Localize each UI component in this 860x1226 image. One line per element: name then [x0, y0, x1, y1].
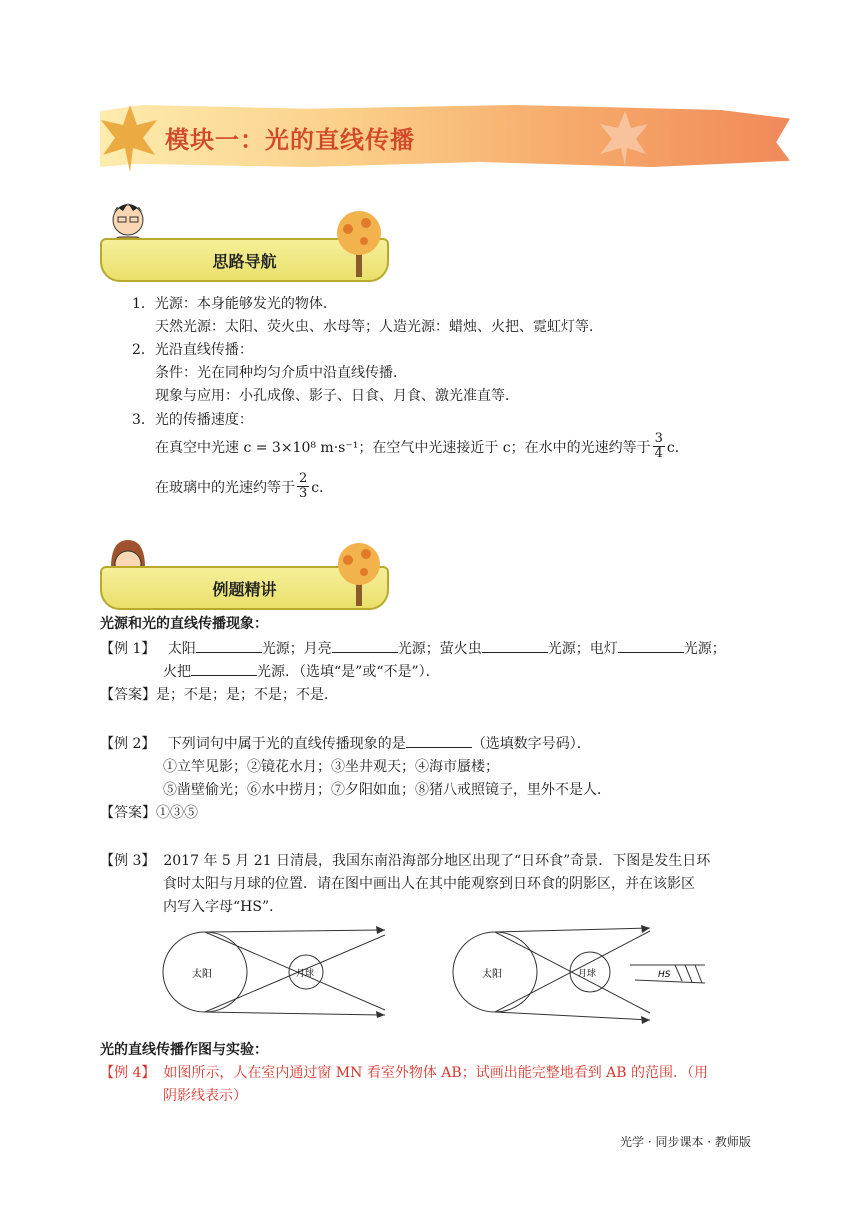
note-3b	[155, 472, 333, 501]
topic-heading: 光的直线传播作图与实验：	[100, 1042, 268, 1058]
example-2-question	[100, 733, 591, 753]
autumn-tree-icon	[330, 205, 390, 280]
text: （选填数字号码）．	[471, 736, 591, 752]
text: 光源．（选填“是”或“不是”）．	[257, 664, 440, 680]
example-2-answer	[100, 802, 198, 822]
answer-tag: 【答案】	[100, 687, 156, 703]
maple-leaf-icon	[95, 100, 165, 180]
fraction-three-quarters	[653, 432, 665, 461]
fraction-denominator: 3	[299, 486, 308, 501]
example-4-line1	[100, 1062, 708, 1082]
fraction-two-thirds	[297, 472, 309, 501]
example-tag: 【例 1】	[100, 641, 156, 657]
fraction-numerator: 2	[299, 471, 308, 486]
example-3-line1	[100, 850, 710, 870]
text: 光源；电灯	[547, 641, 618, 657]
answer-text: 是；不是；是；不是；不是．	[156, 687, 338, 703]
text: 光源；	[683, 641, 726, 657]
answer-blank	[482, 640, 548, 653]
answer-blank	[406, 735, 472, 748]
arrow-heads	[376, 925, 650, 1024]
topic-heading: 光源和光的直线传播现象：	[100, 616, 268, 632]
note-2: 2．光沿直线传播：	[132, 342, 253, 358]
answer-blank	[196, 640, 262, 653]
note-3b-end: c．	[311, 479, 334, 496]
answer-tag: 【答案】	[100, 805, 156, 821]
text: 光源；月亮	[261, 641, 332, 657]
moon-label: 月球	[578, 969, 597, 979]
section-tab-label: 例题精讲	[212, 579, 277, 599]
text: 光源；萤火虫	[397, 641, 482, 657]
section-tab-label: 思路导航	[212, 251, 277, 271]
example-2-options-1: ①立竿见影；②镜花水月；③坐井观天；④海市蜃楼；	[163, 759, 499, 775]
text: 火把	[163, 664, 191, 680]
note-1: 1．光源：本身能够发光的物体．	[132, 296, 337, 312]
moon-label: 月球	[296, 969, 315, 979]
note-1a: 天然光源：太阳、荧火虫、水母等；人造光源：蜡烛、火把、霓虹灯等．	[155, 319, 603, 335]
example-1-answer	[100, 684, 338, 704]
example-tag: 【例 2】	[100, 736, 156, 752]
note-2a: 条件：光在同种均匀介质中沿直线传播．	[155, 365, 407, 381]
note-3b-text: 在玻璃中的光速约等于	[155, 479, 295, 496]
answer-blank	[618, 640, 684, 653]
example-3-line2: 食时太阳与月球的位置．请在图中画出人在其中能观察到日环食的阴影区，并在该影区	[163, 876, 695, 892]
example-3-line3: 内写入字母“HS”．	[163, 899, 284, 915]
maple-leaf-faint-icon	[590, 108, 660, 168]
answer-blank	[191, 663, 257, 676]
example-1-line1	[100, 638, 726, 658]
text: 太阳	[167, 641, 196, 657]
fraction-numerator: 3	[654, 431, 663, 446]
text: 如图所示，人在室内通过窗 MN 看室外物体 AB；试画出能完整地看到 AB 的范围．（用	[163, 1065, 708, 1081]
hs-label: HS	[658, 970, 671, 980]
note-3: 3．光的传播速度：	[132, 412, 253, 428]
note-3a-end: c．	[666, 439, 689, 456]
answer-text: ①③⑤	[156, 805, 198, 821]
note-3a-text: 在真空中光速 c = 3×10⁸ m·s⁻¹；在空气中光速接近于 c；在水中的光速约等于	[155, 439, 651, 456]
example-tag: 【例 3】	[100, 853, 156, 869]
autumn-tree-icon	[330, 538, 390, 608]
text: 2017 年 5 月 21 日清晨，我国东南沿海部分地区出现了“日环食”奇景．下图是发生日环	[163, 853, 711, 869]
fraction-denominator: 4	[654, 446, 663, 461]
text: 下列词句中属于光的直线传播现象的是	[167, 736, 406, 752]
example-4-line2: 阴影线表示）	[163, 1088, 247, 1104]
note-2b: 现象与应用：小孔成像、影子、日食、月食、激光准直等．	[155, 388, 519, 404]
example-2-options-2: ⑤凿壁偷光；⑥水中捞月；⑦夕阳如血；⑧猪八戒照镜子，里外不是人．	[163, 782, 611, 798]
sun-label: 太阳	[482, 969, 502, 980]
eclipse-diagram	[160, 925, 720, 1030]
note-3a	[155, 432, 689, 461]
answer-blank	[332, 640, 398, 653]
sun-label: 太阳	[192, 969, 212, 980]
example-tag: 【例 4】	[100, 1065, 156, 1081]
module-title: 模块一：光的直线传播	[165, 126, 415, 154]
example-1-line2	[163, 661, 440, 681]
page-footer: 光学 · 同步课本 · 教师版	[620, 1135, 751, 1149]
